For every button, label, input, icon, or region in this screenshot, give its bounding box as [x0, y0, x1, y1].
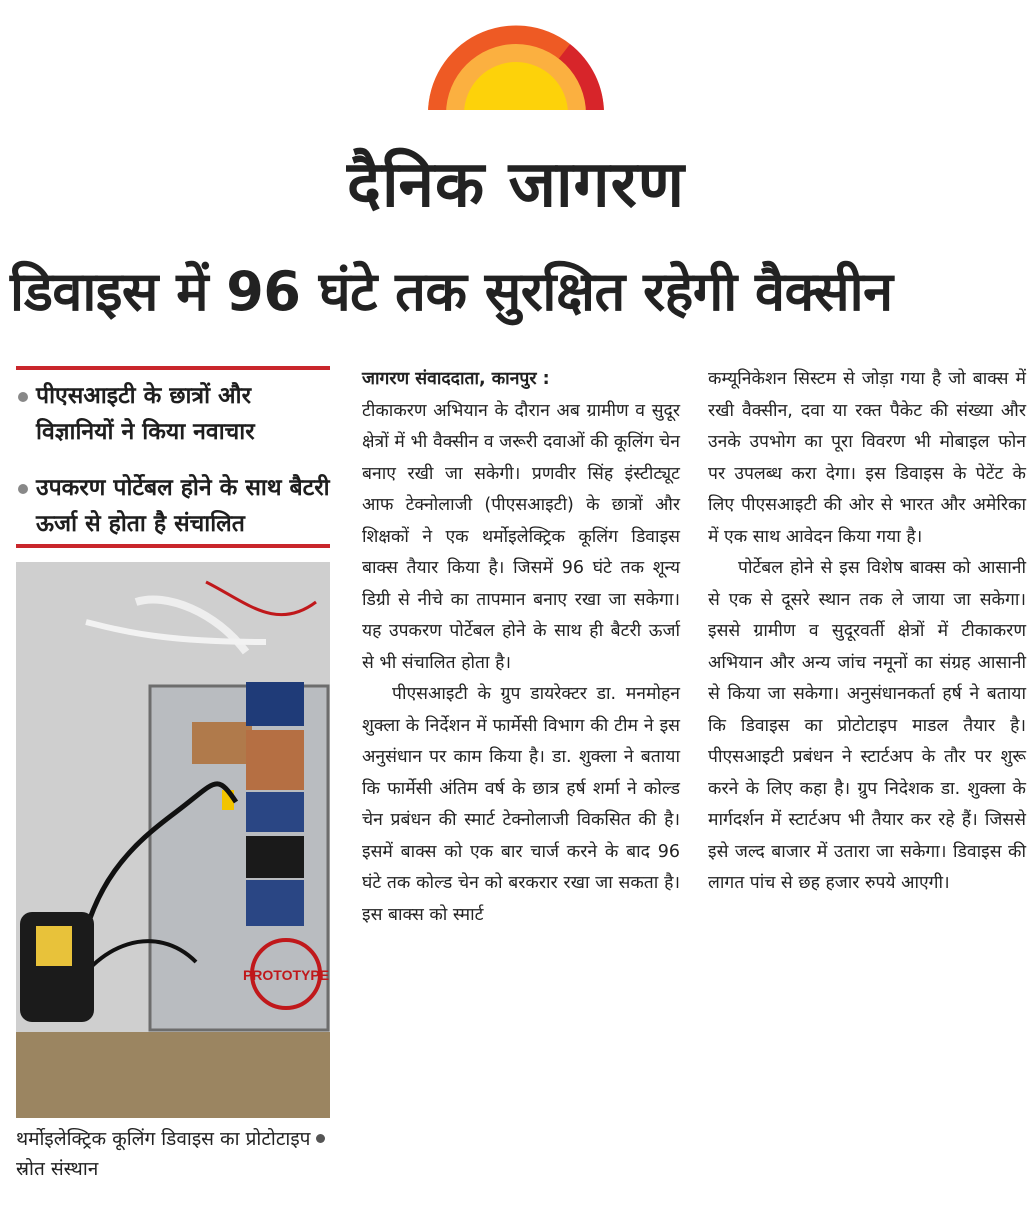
bullet-icon — [18, 392, 28, 402]
article-paragraph: कम्यूनिकेशन सिस्टम से जोड़ा गया है जो बाक्स में रखी वैक्सीन, दवा या रक्त पैकेट की संख्या और उनके उपभोग का पूरा विवरण भी मोबाइल फोन पर उपलब्ध करा देगा। इस डिवाइस के पेटेंट के लिए पीएसआइटी की ओर से भारत और अमेरिका में एक साथ आवेदन किया गया है। — [708, 369, 1026, 547]
top-rule — [16, 366, 330, 370]
article-paragraph: पोर्टेबल होने से इस विशेष बाक्स को आसानी से एक से दूसरे स्थान तक ले जाया जा सकेगा। इससे ग्रामीण व सुदूरवर्ती क्षेत्रों में टीकाकरण अभियान और अन्य जांच नमूनों का संग्रह आसानी से किया जा सकेगा। अनुसंधानकर्ता हर्ष ने बताया कि डिवाइस का प्रोटोटाइप माडल तैयार है। पीएसआइटी प्रबंधन ने स्टार्टअप के तौर पर शुरू करने के लिए कहा है। ग्रुप निदेशक डा. शुक्ला के मार्गदर्शन में स्टार्टअप भी तैयार कर रहे हैं। जिससे इसे जल्द बाजार में उतारा जा सकेगा। डिवाइस की लागत पांच से छह हजार रुपये आएगी। — [708, 558, 1026, 893]
highlight-text: उपकरण पोर्टेबल होने के साथ बैटरी ऊर्जा से होता है संचालित — [36, 475, 330, 537]
bullet-icon — [18, 484, 28, 494]
caption-source: स्रोत संस्थान — [16, 1158, 99, 1180]
masthead — [0, 0, 1032, 240]
caption-dot-icon — [316, 1134, 325, 1143]
highlight-item — [16, 470, 334, 542]
headline: डिवाइस में 96 घंटे तक सुरक्षित रहेगी वैक्सीन — [10, 260, 893, 323]
article-paragraph: टीकाकरण अभियान के दौरान अब ग्रामीण व सुदूर क्षेत्रों में भी वैक्सीन व जरूरी दवाओं की कूलिंग चेन बनाए रखी जा सकेगी। प्रणवीर सिंह इंस्टीट्यूट आफ टेक्नोलाजी (पीएसआइटी) के छात्रों और शिक्षकों ने एक थर्मोइलेक्ट्रिक कूलिंग डिवाइस बाक्स तैयार किया है। जिसमें 96 घंटे तक शून्य डिग्री से नीचे का तापमान बनाए रखा जा सकेगा। यह उपकरण पोर्टेबल होने के साथ ही बैटरी ऊर्जा से भी संचालित होता है। — [362, 400, 680, 673]
prototype-stamp: PROTOTYPE — [242, 967, 330, 983]
thermoelectric-device-illustration — [16, 562, 330, 1118]
sun-logo-icon — [420, 18, 612, 118]
article-column-2 — [708, 364, 1026, 900]
article-column-1 — [362, 364, 680, 931]
highlight-item — [16, 378, 334, 450]
highlights — [16, 378, 334, 562]
bottom-rule — [16, 544, 330, 548]
article-paragraph: पीएसआइटी के ग्रुप डायरेक्टर डा. मनमोहन शुक्ला के निर्देशन में फार्मेसी विभाग की टीम ने इस अनुसंधान पर काम किया है। डा. शुक्ला ने बताया कि फार्मेसी अंतिम वर्ष के छात्र हर्ष शर्मा ने कोल्ड चेन प्रबंधन की स्मार्ट टेक्नोलाजी विकसित की है। इसमें बाक्स को एक बार चार्ज करने के बाद 96 घंटे तक कोल्ड चेन को बरकरार रखा जा सकता है। इस बाक्स को स्मार्ट — [362, 684, 680, 925]
dateline: जागरण संवाददाता, कानपुर : — [362, 369, 550, 389]
highlight-text: पीएसआइटी के छात्रों और विज्ञानियों ने किया नवाचार — [36, 383, 255, 445]
caption-text: थर्मोइलेक्ट्रिक कूलिंग डिवाइस का प्रोटोटाइप — [16, 1128, 311, 1150]
newspaper-name: दैनिक जागरण — [346, 148, 686, 222]
device-photo — [16, 562, 330, 1118]
photo-caption — [16, 1124, 334, 1184]
